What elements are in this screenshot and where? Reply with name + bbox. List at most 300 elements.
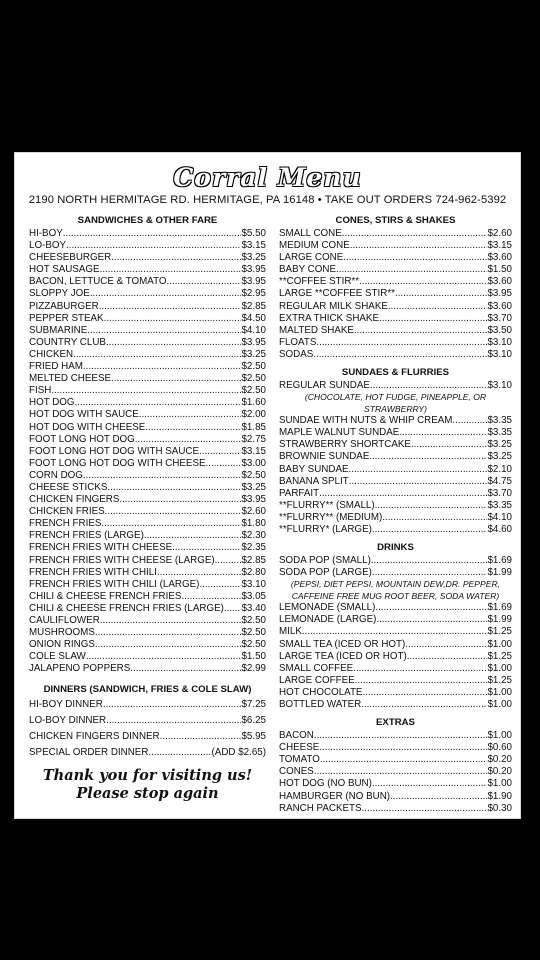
- menu-item-name: FRENCH FRIES WITH CHEESE: [29, 542, 173, 554]
- leader-dots: [95, 639, 242, 651]
- menu-item-price: $7.25: [241, 699, 266, 711]
- leader-dots: [359, 276, 487, 288]
- menu-item: [279, 614, 512, 626]
- menu-item: [29, 470, 266, 482]
- menu-item-price: $3.40: [241, 602, 266, 614]
- leader-dots: [395, 288, 488, 300]
- menu-item-price: $2.50: [241, 627, 266, 639]
- menu-item: [29, 458, 266, 470]
- menu-item: [279, 500, 512, 512]
- leader-dots: [105, 506, 242, 518]
- menu-item: [279, 264, 512, 276]
- menu-item: [29, 264, 266, 276]
- menu-item-name: BACON, LETTUCE & TOMATO: [29, 276, 167, 288]
- leader-dots: [343, 252, 487, 264]
- menu-item-name: SODA POP (SMALL): [279, 555, 371, 567]
- menu-item-name: CHICKEN FRIES: [29, 506, 105, 518]
- menu-item-name: FRENCH FRIES (LARGE): [29, 530, 144, 542]
- menu-item: [29, 373, 266, 385]
- menu-item: [29, 579, 266, 591]
- menu-item-price: $5.95: [241, 731, 266, 743]
- leader-dots: [106, 337, 242, 349]
- leader-dots: [90, 288, 242, 300]
- menu-item-name: CHEESEBURGER: [29, 252, 112, 264]
- menu-item-price: $3.25: [241, 252, 266, 264]
- leader-dots: [160, 729, 242, 745]
- menu-item-price: $3.25: [241, 348, 266, 360]
- leader-dots: [107, 482, 241, 494]
- menu-item: [29, 530, 266, 542]
- menu-item: [279, 663, 512, 675]
- menu-item: [279, 240, 512, 252]
- menu-item-price: $1.99: [487, 614, 512, 626]
- leader-dots: [104, 313, 242, 325]
- leader-dots: [199, 579, 241, 591]
- menu-item: [29, 603, 266, 615]
- menu-item-price: (ADD $2.65): [211, 747, 266, 759]
- menu-item: [279, 488, 512, 500]
- leader-dots: [372, 567, 488, 579]
- menu-item-name: **COFFEE STIR**: [279, 276, 360, 288]
- menu-item-name: CHILI & CHEESE FRENCH FRIES: [29, 590, 182, 602]
- leader-dots: [172, 542, 241, 554]
- menu-item-name: SLOPPY JOE: [29, 288, 90, 300]
- menu-item-name: CHICKEN FINGERS: [29, 494, 120, 506]
- menu-item: [29, 627, 266, 639]
- leader-dots: [375, 602, 487, 614]
- dinners-heading: DINNERS (SANDWICH, FRIES & COLE SLAW): [43, 684, 252, 696]
- leader-dots: [362, 803, 488, 815]
- menu-item-name: HOT DOG (NO BUN): [279, 778, 372, 790]
- menu-item: [279, 651, 512, 663]
- menu-item-price: $1.25: [487, 626, 512, 638]
- menu-item-price: $3.60: [487, 252, 512, 264]
- menu-item-name: CHEESE: [279, 742, 320, 754]
- menu-item: [29, 361, 266, 373]
- menu-item-name: STRAWBERRY SHORTCAKE: [279, 439, 411, 451]
- menu-item-name: CORN DOG: [29, 469, 83, 481]
- leader-dots: [206, 458, 242, 470]
- menu-item-price: $2.99: [241, 663, 266, 675]
- menu-item-price: $1.00: [487, 686, 512, 698]
- sandwiches-heading: SANDWICHES & OTHER FARE: [77, 215, 218, 226]
- menu-item-price: $0.20: [487, 766, 512, 778]
- menu-item: [29, 337, 266, 349]
- menu-item-name: SMALL TEA (ICED OR HOT): [279, 638, 406, 650]
- menu-item-name: LARGE **COFFEE STIR**: [279, 288, 395, 300]
- menu-item-price: $1.69: [487, 555, 512, 567]
- menu-item-name: SUNDAE WITH NUTS & WHIP CREAM: [279, 415, 453, 427]
- menu-item-name: BABY SUNDAE: [279, 463, 349, 475]
- menu-item: [29, 615, 266, 627]
- menu-item-price: $2.10: [487, 463, 512, 475]
- menu-item: [279, 675, 512, 687]
- leader-dots: [63, 228, 242, 240]
- menu-item-price: $2.95: [241, 288, 266, 300]
- menu-item-name: FRENCH FRIES: [29, 518, 102, 530]
- drinks-first-list: [279, 555, 512, 579]
- menu-page: [14, 152, 521, 819]
- menu-item-price: $4.60: [487, 523, 512, 535]
- menu-item-name: LEMONADE (SMALL): [279, 602, 376, 614]
- menu-item-name: SODAS: [279, 348, 314, 360]
- leader-dots: [361, 699, 487, 711]
- leader-dots: [349, 464, 488, 476]
- menu-item-name: **FLURRY* (LARGE): [279, 523, 372, 535]
- leader-dots: [135, 434, 242, 446]
- menu-item-price: $2.00: [241, 409, 266, 421]
- menu-item-price: $3.70: [487, 312, 512, 324]
- sundaes-first: [279, 380, 512, 392]
- menu-item-price: $3.95: [241, 264, 266, 276]
- leader-dots: [379, 313, 487, 325]
- menu-item: [279, 567, 512, 579]
- thanks-line-1: Thank you for visiting us!: [42, 767, 253, 785]
- menu-item: [279, 313, 512, 325]
- menu-title: Corral Menu: [173, 163, 362, 192]
- menu-item-name: MAPLE WALNUT SUNDAE: [279, 427, 400, 439]
- menu-item-price: $1.80: [241, 518, 266, 530]
- menu-item: [29, 288, 266, 300]
- menu-item-name: HOT DOG: [29, 397, 75, 409]
- right-column: [279, 214, 512, 815]
- menu-item-name: LARGE TEA (ICED OR HOT): [279, 650, 407, 662]
- menu-item-name: MALTED SHAKE: [279, 324, 354, 336]
- menu-item: [29, 639, 266, 651]
- leader-dots: [407, 651, 488, 663]
- menu-item-name: CHICKEN FINGERS DINNER: [29, 731, 160, 743]
- menu-item: [29, 591, 266, 603]
- menu-item-name: HOT CHOCOLATE: [279, 686, 363, 698]
- menu-item: [29, 397, 266, 409]
- menu-item-name: **FLURRY** (MEDIUM): [279, 511, 383, 523]
- leader-dots: [369, 451, 487, 463]
- leader-dots: [181, 591, 241, 603]
- leader-dots: [224, 603, 242, 615]
- menu-item-name: TOMATO: [279, 754, 320, 766]
- menu-item: [29, 228, 266, 240]
- menu-item-name: HI-BOY DINNER: [29, 699, 103, 711]
- menu-item-name: BABY CONE: [279, 264, 336, 276]
- menu-item-price: $3.50: [487, 324, 512, 336]
- menu-item-price: $2.85: [241, 300, 266, 312]
- menu-item-price: $2.50: [241, 469, 266, 481]
- extras-heading: EXTRAS: [376, 717, 415, 729]
- drinks-list: [279, 602, 512, 711]
- menu-item-name: HOT SAUSAGE: [29, 264, 100, 276]
- leader-dots: [51, 385, 241, 397]
- menu-item-name: SPECIAL ORDER DINNER: [29, 747, 149, 759]
- menu-item: [29, 494, 266, 506]
- drinks-heading: DRINKS: [377, 542, 414, 554]
- leader-dots: [388, 301, 488, 313]
- leader-dots: [405, 639, 487, 651]
- menu-item-name: LEMONADE (LARGE): [279, 614, 377, 626]
- menu-item-price: $2.60: [241, 506, 266, 518]
- menu-item-name: FLOATS: [279, 336, 317, 348]
- leader-dots: [376, 614, 487, 626]
- leader-dots: [336, 264, 487, 276]
- menu-item-price: $1.85: [241, 421, 266, 433]
- leader-dots: [302, 626, 488, 638]
- menu-item-price: $3.60: [487, 276, 512, 288]
- menu-item-name: **FLURRY** (SMALL): [279, 499, 375, 511]
- menu-item-name: PARFAIT: [279, 487, 320, 499]
- menu-item: [279, 602, 512, 614]
- leader-dots: [100, 264, 242, 276]
- leader-dots: [145, 422, 241, 434]
- menu-item: [29, 555, 266, 567]
- menu-item-name: JALAPENO POPPERS: [29, 663, 131, 675]
- menu-item-price: $3.05: [241, 590, 266, 602]
- leader-dots: [354, 325, 488, 337]
- menu-item-price: $2.85: [241, 554, 266, 566]
- menu-item: [279, 380, 512, 392]
- menu-item-price: $3.35: [487, 427, 512, 439]
- menu-item-price: $3.95: [487, 288, 512, 300]
- leader-dots: [86, 651, 242, 663]
- leader-dots: [101, 518, 241, 530]
- menu-item: [279, 555, 512, 567]
- leader-dots: [106, 713, 241, 729]
- menu-item-name: HOT DOG WITH SAUCE: [29, 409, 139, 421]
- leader-dots: [167, 276, 242, 288]
- menu-item-name: CONES: [279, 766, 314, 778]
- leader-dots: [372, 524, 488, 536]
- menu-item-price: $2.30: [241, 530, 266, 542]
- leader-dots: [215, 555, 242, 567]
- menu-item-name: FRENCH FRIES WITH CHEESE (LARGE): [29, 554, 215, 566]
- leader-dots: [313, 349, 487, 361]
- menu-item: [279, 754, 512, 766]
- menu-item-name: LARGE COFFEE: [279, 674, 355, 686]
- menu-item-price: $1.00: [487, 638, 512, 650]
- leader-dots: [316, 337, 487, 349]
- menu-item: [29, 313, 266, 325]
- menu-item-price: $3.95: [241, 494, 266, 506]
- menu-item: [29, 518, 266, 530]
- menu-item-name: FOOT LONG HOT DOG WITH CHEESE: [29, 457, 206, 469]
- menu-item-price: $2.50: [241, 385, 266, 397]
- leader-dots: [130, 663, 241, 675]
- menu-item-price: $1.99: [487, 567, 512, 579]
- menu-item-price: $3.70: [487, 487, 512, 499]
- menu-item-price: $3.25: [487, 451, 512, 463]
- leader-dots: [144, 530, 242, 542]
- menu-item-price: $2.35: [241, 542, 266, 554]
- menu-item-name: FOOT LONG HOT DOG WITH SAUCE: [29, 445, 200, 457]
- dinners-list: [29, 697, 266, 761]
- menu-item: [29, 240, 266, 252]
- leader-dots: [99, 301, 242, 313]
- menu-item-name: BOTTLED WATER: [279, 699, 362, 710]
- menu-item: [279, 439, 512, 451]
- menu-item-name: BANANA SPLIT: [279, 475, 349, 487]
- menu-item-name: RANCH PACKETS: [279, 802, 362, 814]
- menu-item: [29, 745, 266, 761]
- menu-item-name: ONION RINGS: [29, 639, 95, 651]
- menu-item-name: REGULAR MILK SHAKE: [279, 300, 388, 312]
- dinners-section: [29, 683, 266, 761]
- menu-item-name: LO-BOY DINNER: [29, 715, 107, 727]
- menu-item: [279, 730, 512, 742]
- leader-dots: [66, 240, 241, 252]
- menu-item-price: $2.75: [241, 433, 266, 445]
- menu-item-name: SMALL CONE: [279, 228, 342, 239]
- menu-item-price: $2.60: [487, 228, 512, 239]
- menu-item: [279, 276, 512, 288]
- menu-item: [279, 349, 512, 361]
- menu-item: [279, 687, 512, 699]
- cones-list: [279, 228, 512, 361]
- leader-dots: [83, 361, 242, 373]
- leader-dots: [103, 697, 242, 713]
- menu-item: [279, 301, 512, 313]
- menu-item-price: $3.15: [241, 445, 266, 457]
- menu-item-name: LARGE CONE: [279, 252, 344, 264]
- leader-dots: [119, 494, 241, 506]
- menu-item: [279, 524, 512, 536]
- leader-dots: [314, 730, 488, 742]
- menu-item-price: $3.35: [487, 499, 512, 511]
- menu-item-price: $4.75: [487, 475, 512, 487]
- menu-item: [29, 325, 266, 337]
- menu-item: [279, 325, 512, 337]
- menu-item-price: $1.00: [487, 730, 512, 742]
- leader-dots: [375, 500, 488, 512]
- leader-dots: [148, 745, 211, 761]
- menu-item-price: $1.00: [487, 699, 512, 710]
- menu-item-name: FRENCH FRIES WITH CHILI (LARGE): [29, 578, 200, 590]
- menu-item-price: $1.69: [487, 602, 512, 614]
- menu-item: [279, 252, 512, 264]
- menu-item-name: REGULAR SUNDAE: [279, 380, 370, 392]
- menu-item: [29, 276, 266, 288]
- menu-item: [279, 639, 512, 651]
- menu-item: [29, 663, 266, 675]
- menu-item: [29, 567, 266, 579]
- menu-item: [29, 729, 266, 745]
- menu-item: [279, 791, 512, 803]
- leader-dots: [370, 380, 488, 392]
- menu-item: [279, 742, 512, 754]
- leader-dots: [353, 663, 487, 675]
- leader-dots: [371, 555, 488, 567]
- menu-item-name: HOT DOG WITH CHEESE: [29, 421, 146, 433]
- thanks-message: [29, 767, 266, 803]
- leader-dots: [390, 791, 487, 803]
- menu-item-price: $3.25: [487, 439, 512, 451]
- menu-item: [279, 228, 512, 240]
- extras-list: [279, 730, 512, 815]
- sundaes-heading: SUNDAES & FLURRIES: [341, 367, 450, 379]
- menu-item: [279, 699, 512, 711]
- menu-item-price: $3.10: [487, 336, 512, 348]
- leader-dots: [320, 754, 488, 766]
- menu-item-price: $1.90: [487, 790, 512, 802]
- menu-item-name: COUNTRY CLUB: [29, 336, 106, 348]
- leader-dots: [139, 409, 242, 421]
- menu-item-name: FOOT LONG HOT DOG: [29, 433, 135, 445]
- menu-item: [279, 476, 512, 488]
- menu-item-price: $0.60: [487, 742, 512, 754]
- address-line: 2190 NORTH HERMITAGE RD. HERMITAGE, PA 16148 • TAKE OUT ORDERS 724-962-5392: [28, 194, 507, 206]
- menu-item-price: $2.50: [241, 615, 266, 626]
- menu-item-name: MUSHROOMS: [29, 627, 95, 639]
- menu-item: [279, 464, 512, 476]
- menu-item: [279, 766, 512, 778]
- menu-item-price: $3.10: [487, 348, 512, 360]
- menu-item: [279, 427, 512, 439]
- menu-item-price: $2.50: [241, 361, 266, 373]
- menu-item-price: $1.00: [487, 778, 512, 790]
- menu-item-price: $1.00: [487, 662, 512, 674]
- menu-item-name: HAMBURGER (NO BUN): [279, 790, 391, 802]
- menu-item: [279, 415, 512, 427]
- menu-item: [29, 434, 266, 446]
- menu-item-price: $3.15: [487, 240, 512, 252]
- leader-dots: [73, 349, 241, 361]
- cones-heading: CONES, STIRS & SHAKES: [335, 215, 456, 226]
- menu-item-name: BROWNIE SUNDAE: [279, 451, 370, 463]
- menu-item-price: $3.35: [487, 415, 512, 427]
- menu-item: [29, 506, 266, 518]
- menu-item-name: SODA POP (LARGE): [279, 567, 372, 579]
- leader-dots: [350, 240, 488, 252]
- menu-item-name: HI-BOY: [29, 228, 63, 239]
- menu-item-price: $1.50: [241, 651, 266, 663]
- leader-dots: [399, 427, 487, 439]
- menu-item-price: $3.25: [241, 481, 266, 493]
- menu-item: [29, 482, 266, 494]
- leader-dots: [342, 228, 488, 240]
- menu-item-price: $2.80: [241, 566, 266, 578]
- menu-item: [279, 778, 512, 790]
- leader-dots: [382, 512, 487, 524]
- menu-item-name: PIZZABURGER: [29, 300, 99, 312]
- menu-item-name: FRIED HAM: [29, 361, 83, 373]
- leader-dots: [83, 470, 242, 482]
- menu-item: [279, 803, 512, 815]
- menu-item: [279, 626, 512, 638]
- menu-item-price: $4.50: [241, 312, 266, 324]
- leader-dots: [157, 567, 242, 579]
- sandwiches-list: [29, 228, 266, 675]
- menu-item-name: CHICKEN: [29, 348, 74, 360]
- menu-item-name: BACON: [279, 730, 314, 742]
- menu-item: [29, 252, 266, 264]
- menu-item: [29, 385, 266, 397]
- leader-dots: [75, 397, 242, 409]
- menu-item: [279, 451, 512, 463]
- menu-item-price: $3.95: [241, 276, 266, 288]
- leader-dots: [372, 778, 488, 790]
- menu-item: [279, 512, 512, 524]
- menu-item: [29, 713, 266, 729]
- menu-item-price: $4.10: [241, 324, 266, 336]
- leader-dots: [452, 415, 487, 427]
- menu-item-price: $5.50: [241, 228, 266, 239]
- left-column: [29, 214, 266, 803]
- menu-item-price: $3.00: [241, 457, 266, 469]
- menu-item: [279, 288, 512, 300]
- menu-item-name: CAULIFLOWER: [29, 615, 100, 626]
- sundaes-list: [279, 415, 512, 536]
- menu-item: [29, 349, 266, 361]
- menu-item-price: $1.25: [487, 674, 512, 686]
- menu-item-name: MELTED CHEESE: [29, 373, 112, 385]
- menu-item-price: $3.95: [241, 336, 266, 348]
